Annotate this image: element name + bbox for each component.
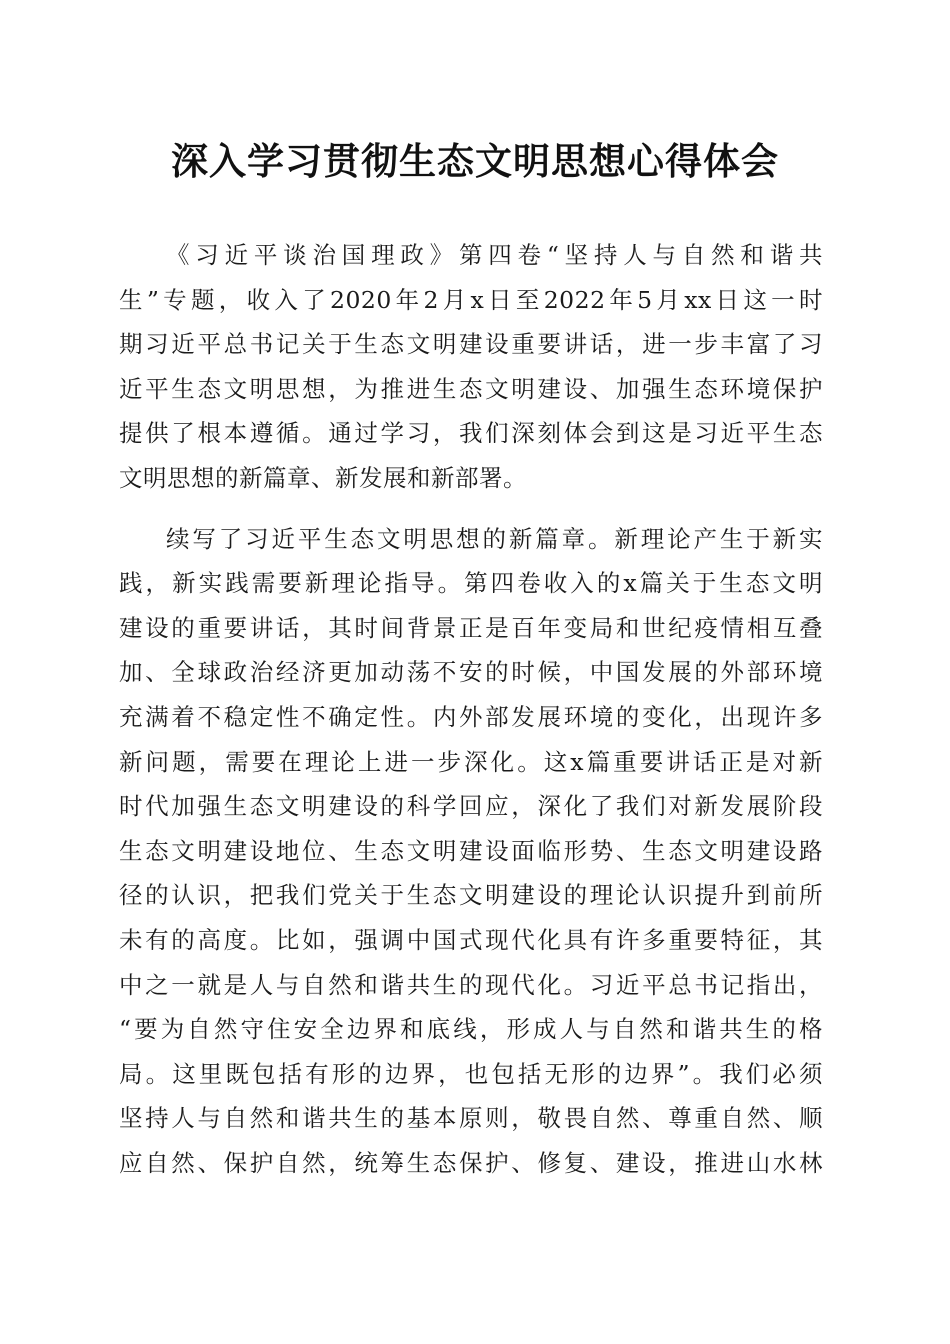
paragraph-line: 践，新实践需要新理论指导。第四卷收入的x篇关于生态文明	[119, 569, 823, 598]
paragraph-line: 续写了习近平生态文明思想的新篇章。新理论产生于新实	[166, 524, 823, 553]
paragraph-line: 生”专题，收入了2020年2月x日至2022年5月xx日这一时	[119, 285, 823, 314]
paragraph-line: 时代加强生态文明建设的科学回应，深化了我们对新发展阶段	[119, 792, 823, 821]
paragraph-line: 期习近平总书记关于生态文明建设重要讲话，进一步丰富了习	[119, 330, 823, 359]
paragraph-line: 生态文明建设地位、生态文明建设面临形势、生态文明建设路	[119, 836, 823, 865]
paragraph-line: 加、全球政治经济更加动荡不安的时候，中国发展的外部环境	[119, 658, 823, 687]
paragraph-line: 局。这里既包括有形的边界，也包括无形的边界”。我们必须	[119, 1059, 823, 1088]
paragraph-line: 近平生态文明思想，为推进生态文明建设、加强生态环境保护	[119, 374, 823, 403]
paragraph-line: 坚持人与自然和谐共生的基本原则，敬畏自然、尊重自然、顺	[119, 1104, 823, 1133]
paragraph-line: 提供了根本遵循。通过学习，我们深刻体会到这是习近平生态	[119, 419, 823, 448]
paragraph-intro	[119, 233, 823, 501]
paragraph-new-chapter	[119, 517, 823, 1186]
paragraph-line: “要为自然守住安全边界和底线，形成人与自然和谐共生的格	[119, 1015, 823, 1044]
paragraph-line: 《习近平谈治国理政》第四卷“坚持人与自然和谐共	[166, 241, 823, 269]
paragraph-line: 应自然、保护自然，统筹生态保护、修复、建设，推进山水林	[119, 1148, 823, 1177]
paragraph-line: 中之一就是人与自然和谐共生的现代化。习近平总书记指出，	[119, 970, 823, 999]
paragraph-line: 文明思想的新篇章、新发展和新部署。	[119, 463, 527, 492]
document-body	[119, 233, 823, 1185]
paragraph-line: 未有的高度。比如，强调中国式现代化具有许多重要特征，其	[119, 925, 823, 954]
paragraph-line: 径的认识，把我们党关于生态文明建设的理论认识提升到前所	[119, 881, 823, 910]
paragraph-line: 新问题，需要在理论上进一步深化。这x篇重要讲话正是对新	[119, 747, 823, 776]
document-title: 深入学习贯彻生态文明思想心得体会	[171, 139, 779, 183]
paragraph-line: 建设的重要讲话，其时间背景正是百年变局和世纪疫情相互叠	[119, 613, 823, 642]
paragraph-line: 充满着不稳定性不确定性。内外部发展环境的变化，出现许多	[119, 702, 823, 731]
